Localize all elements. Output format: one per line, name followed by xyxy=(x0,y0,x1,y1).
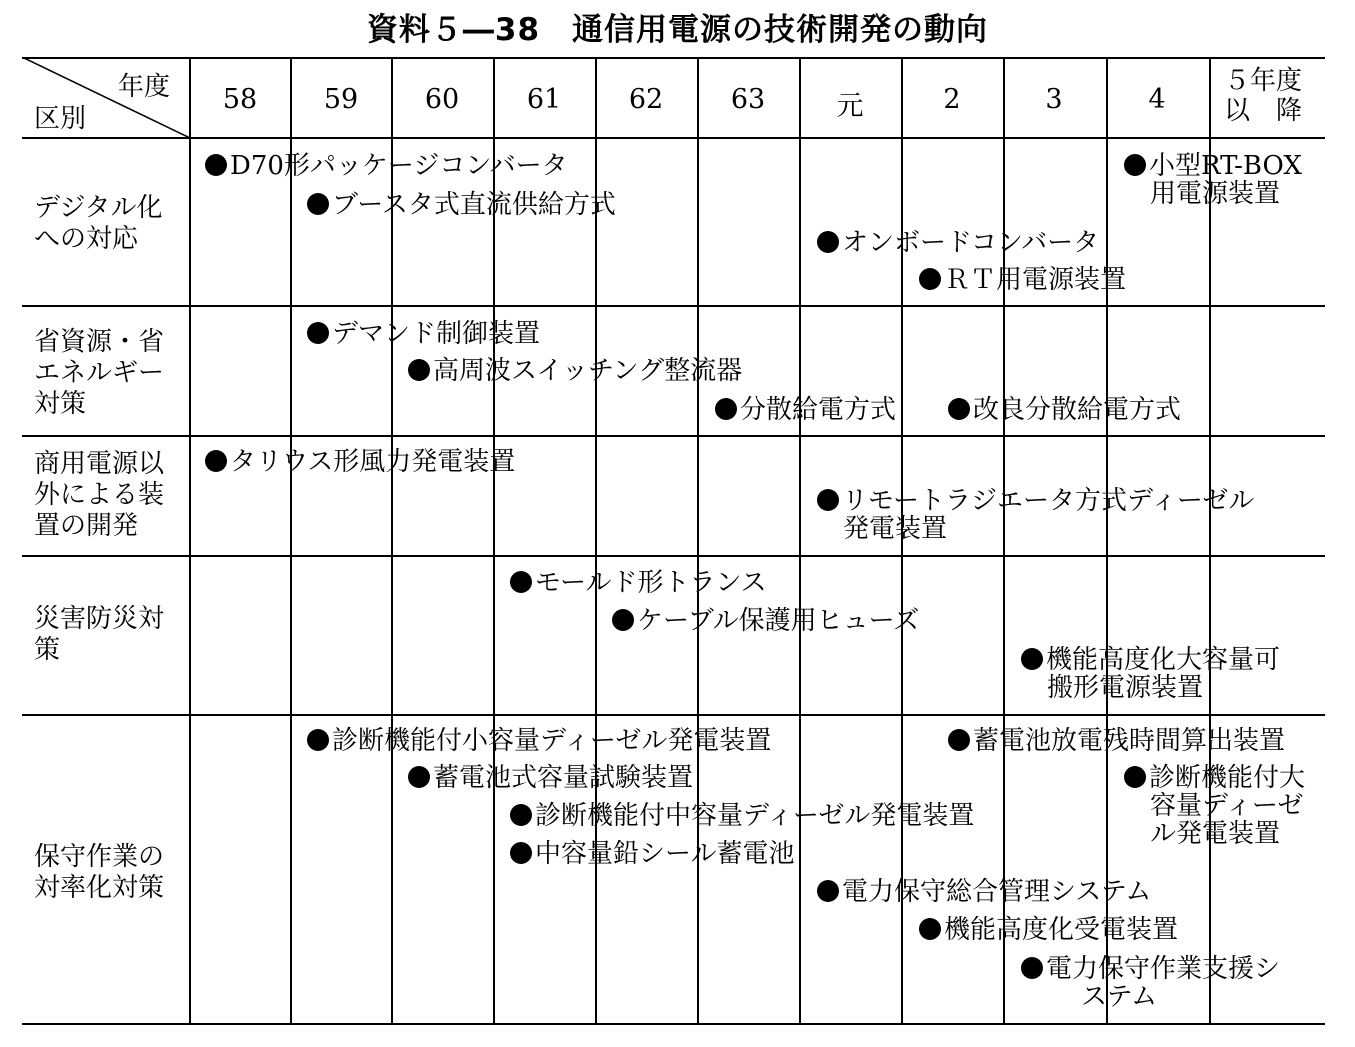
year-header: 58 xyxy=(222,84,258,115)
header-divider xyxy=(22,137,1325,139)
item-demand-control: デマンド制御装置 xyxy=(307,320,540,348)
item-battery-capacity-tester: 蓄電池式容量試験装置 xyxy=(408,764,693,792)
bullet-icon xyxy=(307,729,329,751)
bullet-icon xyxy=(948,729,970,751)
bullet-icon xyxy=(919,268,941,290)
bullet-icon xyxy=(1021,648,1043,670)
item-portable-power: 機能高度化大容量可 搬形電源装置 xyxy=(1021,646,1280,702)
category-line: 省資源・省 xyxy=(34,327,165,357)
bullet-icon xyxy=(919,918,941,940)
item-battery-remaining-time: 蓄電池放電残時間算出装置 xyxy=(948,727,1285,755)
column-divider xyxy=(799,57,801,1025)
item-rt-power: ＲＴ用電源装置 xyxy=(919,266,1126,294)
category-non-commercial xyxy=(34,449,184,542)
item-receiving-equipment: 機能高度化受電装置 xyxy=(919,916,1178,944)
bullet-icon xyxy=(817,880,839,902)
bullet-icon xyxy=(1021,957,1043,979)
category-line: エネルギー xyxy=(34,358,165,388)
year-header: 4 xyxy=(1148,84,1166,115)
item-booster-supply: ブースタ式直流供給方式 xyxy=(307,191,616,219)
category-line: デジタル化 xyxy=(34,193,163,223)
item-wind-generator: タリウス形風力発電装置 xyxy=(205,448,515,476)
year-header: 元 xyxy=(836,91,864,122)
year-header: 60 xyxy=(424,84,460,115)
category-line: 置の開発 xyxy=(34,511,139,541)
item-rtbox-power: 小型RT-BOX 用電源装置 xyxy=(1124,152,1302,208)
category-maintenance xyxy=(34,842,184,904)
table-border-top xyxy=(22,57,1325,59)
year-header-last xyxy=(1212,66,1314,126)
category-disaster xyxy=(34,604,184,666)
bullet-icon xyxy=(1124,154,1146,176)
category-line: 策 xyxy=(34,635,61,665)
item-large-diesel-diagnostic: 診断機能付大 容量ディーゼ ル発電装置 xyxy=(1124,764,1305,848)
column-divider xyxy=(189,57,191,1025)
item-small-diesel-diagnostic: 診断機能付小容量ディーゼル発電装置 xyxy=(307,727,771,755)
year-header: 63 xyxy=(730,84,766,115)
bullet-icon xyxy=(510,842,532,864)
year-header: 62 xyxy=(628,84,664,115)
category-line: 対策 xyxy=(34,389,87,419)
row-divider xyxy=(22,435,1325,437)
bullet-icon xyxy=(307,322,329,344)
bullet-icon xyxy=(817,489,839,511)
bullet-icon xyxy=(948,398,970,420)
bullet-icon xyxy=(205,154,227,176)
bullet-icon xyxy=(510,804,532,826)
category-line: 対率化対策 xyxy=(34,873,165,903)
row-divider xyxy=(22,305,1325,307)
category-digital xyxy=(34,193,184,255)
item-d70-converter: D70形パッケージコンバータ xyxy=(205,152,568,180)
bullet-icon xyxy=(408,766,430,788)
bullet-icon xyxy=(408,359,430,381)
category-line: 商用電源以 xyxy=(34,449,165,479)
page-title: 資料５―38 通信用電源の技術開発の動向 xyxy=(366,12,989,48)
year-header: 2 xyxy=(943,84,961,115)
category-line: への対応 xyxy=(34,224,139,254)
item-distributed-supply: 分散給電方式 xyxy=(715,396,896,424)
item-hf-rectifier: 高周波スイッチング整流器 xyxy=(408,357,742,385)
bullet-icon xyxy=(1124,766,1146,788)
year-header: 61 xyxy=(526,84,562,115)
category-energy xyxy=(34,327,184,420)
bullet-icon xyxy=(205,450,227,472)
category-line: 災害防災対 xyxy=(34,604,165,634)
item-mold-transformer: モールド形トランス xyxy=(510,569,767,597)
item-cable-fuse: ケーブル保護用ヒューズ xyxy=(612,607,919,635)
corner-label-category: 区別 xyxy=(34,104,87,134)
item-onboard-converter: オンボードコンバータ xyxy=(817,229,1099,257)
item-maintenance-management-system: 電力保守総合管理システム xyxy=(817,878,1151,906)
column-divider xyxy=(697,57,699,1025)
bullet-icon xyxy=(510,571,532,593)
corner-label-year: 年度 xyxy=(118,72,171,102)
category-line: 外による装 xyxy=(34,480,165,510)
bullet-icon xyxy=(715,398,737,420)
column-divider xyxy=(290,57,292,1025)
table-border-bottom xyxy=(22,1023,1325,1025)
item-maintenance-support-system: 電力保守作業支援シ ステム xyxy=(1021,955,1280,1011)
bullet-icon xyxy=(612,609,634,631)
category-line: 保守作業の xyxy=(34,842,165,872)
item-sealed-lead-battery: 中容量鉛シール蓄電池 xyxy=(510,840,794,868)
year-header: 59 xyxy=(323,84,359,115)
year-header-last-line2: 以 降 xyxy=(1223,96,1302,126)
item-remote-radiator-diesel: リモートラジエータ方式ディーゼル 発電装置 xyxy=(817,487,1254,543)
year-header-last-line1: ５年度 xyxy=(1223,66,1302,96)
row-divider xyxy=(22,714,1325,716)
bullet-icon xyxy=(817,231,839,253)
row-divider xyxy=(22,555,1325,557)
item-improved-distributed-supply: 改良分散給電方式 xyxy=(948,396,1181,424)
item-mid-diesel-diagnostic: 診断機能付中容量ディーゼル発電装置 xyxy=(510,802,974,830)
year-header: 3 xyxy=(1045,84,1063,115)
bullet-icon xyxy=(307,193,329,215)
